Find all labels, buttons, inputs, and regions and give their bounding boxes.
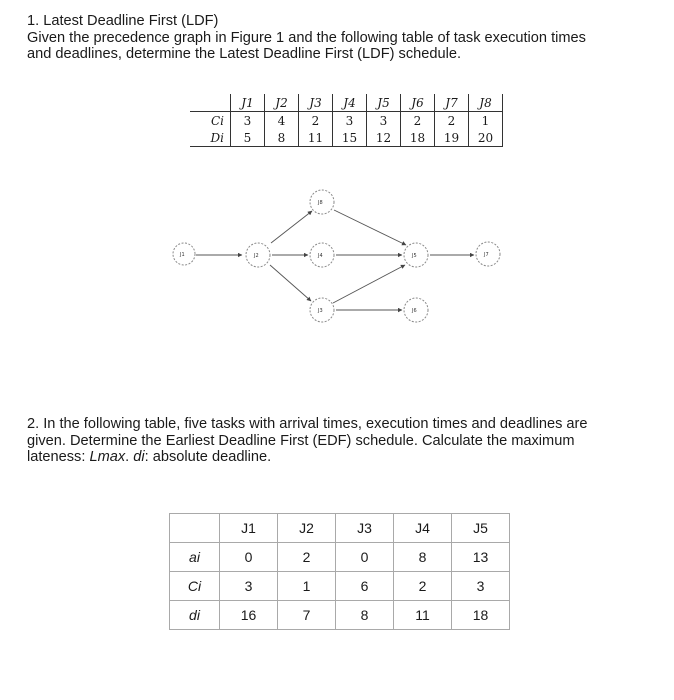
edf-table-row-c [170, 572, 510, 601]
line3-prefix: lateness: [27, 449, 90, 465]
ldf-header-cell: J7 [435, 94, 469, 112]
ldf-cell: 4 [265, 112, 299, 130]
ldf-header-cell: J5 [367, 94, 401, 112]
graph-node-label: J2 [254, 253, 259, 259]
question-2 [27, 416, 657, 466]
edf-table-row-d [170, 601, 510, 630]
question-2-text-line-3 [27, 449, 657, 466]
ldf-cell: 15 [333, 129, 367, 147]
graph-node-j4 [310, 243, 334, 267]
edge-j3-j5 [333, 265, 405, 303]
ldf-cell: 3 [231, 112, 265, 130]
ldf-cell: 3 [367, 112, 401, 130]
ldf-cell: 1 [469, 112, 503, 130]
ldf-row-label: Ci [210, 113, 224, 128]
ldf-cell: 3 [333, 112, 367, 130]
ldf-cell: 2 [401, 112, 435, 130]
graph-node-j1 [173, 243, 195, 265]
graph-node-label: J1 [180, 252, 185, 258]
ldf-cell: 18 [401, 129, 435, 147]
edf-cell: 16 [220, 601, 278, 630]
question-1-text-line-2: and deadlines, determine the Latest Deadline First (LDF) schedule. [27, 46, 461, 62]
graph-node-label: J4 [318, 253, 323, 259]
ldf-table-row-d [190, 129, 503, 147]
lmax-term: Lmax [89, 449, 126, 465]
edf-cell: 0 [220, 543, 278, 572]
edf-table-row-a [170, 543, 510, 572]
ldf-table-row-c [190, 112, 503, 130]
edf-row-label: ai [170, 543, 220, 572]
edf-header-cell: J5 [452, 514, 510, 543]
edge-j2-j8top [271, 211, 312, 243]
graph-node-label: J5 [412, 253, 417, 259]
graph-node-j2 [246, 243, 270, 267]
edf-cell: 11 [394, 601, 452, 630]
di-term: di [133, 449, 145, 465]
graph-node-label: J6 [412, 308, 417, 314]
edf-row-label: Ci [170, 572, 220, 601]
edf-cell: 3 [452, 572, 510, 601]
edf-header-cell: J2 [278, 514, 336, 543]
edf-cell: 18 [452, 601, 510, 630]
line3-mid: . [125, 449, 134, 465]
edf-cell: 7 [278, 601, 336, 630]
ldf-cell: 8 [265, 129, 299, 147]
ldf-cell: 12 [367, 129, 401, 147]
edf-table-header-row [170, 514, 510, 543]
edge-j2-j3 [270, 265, 311, 301]
edf-cell: 3 [220, 572, 278, 601]
graph-node-j5 [404, 243, 428, 267]
precedence-graph [0, 175, 674, 345]
ldf-cell: 2 [299, 112, 333, 130]
ldf-table-header-row [190, 94, 503, 112]
ldf-header-cell: J6 [401, 94, 435, 112]
ldf-row-label: Di [190, 129, 231, 147]
line3-suffix: : absolute deadline. [144, 449, 272, 465]
edf-cell: 1 [278, 572, 336, 601]
ldf-cell: 20 [469, 129, 503, 147]
graph-node-j7 [476, 242, 500, 266]
question-1-title: 1. Latest Deadline First (LDF) [27, 13, 219, 29]
edf-header-cell: J3 [336, 514, 394, 543]
edf-cell: 0 [336, 543, 394, 572]
question-1 [27, 13, 657, 63]
ldf-table-corner [190, 94, 231, 112]
graph-node-j6 [404, 298, 428, 322]
edf-task-table [169, 513, 510, 630]
edf-cell: 6 [336, 572, 394, 601]
edf-cell: 13 [452, 543, 510, 572]
question-2-text-line-1: 2. In the following table, five tasks with arrival times, execution times and deadlines are [27, 416, 588, 432]
edf-table-corner [170, 514, 220, 543]
edf-cell: 2 [278, 543, 336, 572]
ldf-cell: 19 [435, 129, 469, 147]
graph-node-label: J7 [484, 252, 489, 258]
edge-top-j5 [334, 210, 406, 245]
ldf-cell: 11 [299, 129, 333, 147]
edf-row-label: di [170, 601, 220, 630]
ldf-header-cell: J1 [231, 94, 265, 112]
ldf-header-cell: J4 [333, 94, 367, 112]
ldf-cell: 2 [435, 112, 469, 130]
ldf-header-cell: J2 [265, 94, 299, 112]
graph-node-label: J3 [318, 308, 323, 314]
edf-cell: 2 [394, 572, 452, 601]
edf-header-cell: J1 [220, 514, 278, 543]
edf-header-cell: J4 [394, 514, 452, 543]
graph-node-label: J8 [318, 200, 323, 206]
ldf-task-table [190, 94, 503, 147]
graph-node-j3 [310, 298, 334, 322]
edf-cell: 8 [394, 543, 452, 572]
ldf-header-cell: J8 [469, 94, 503, 112]
question-1-text-line-1: Given the precedence graph in Figure 1 and the following table of task execution times [27, 29, 586, 46]
graph-node-j8 [310, 190, 334, 214]
question-2-text-line-2: given. Determine the Earliest Deadline First (EDF) schedule. Calculate the maximum [27, 432, 575, 449]
ldf-header-cell: J3 [299, 94, 333, 112]
ldf-cell: 5 [231, 129, 265, 147]
edf-cell: 8 [336, 601, 394, 630]
